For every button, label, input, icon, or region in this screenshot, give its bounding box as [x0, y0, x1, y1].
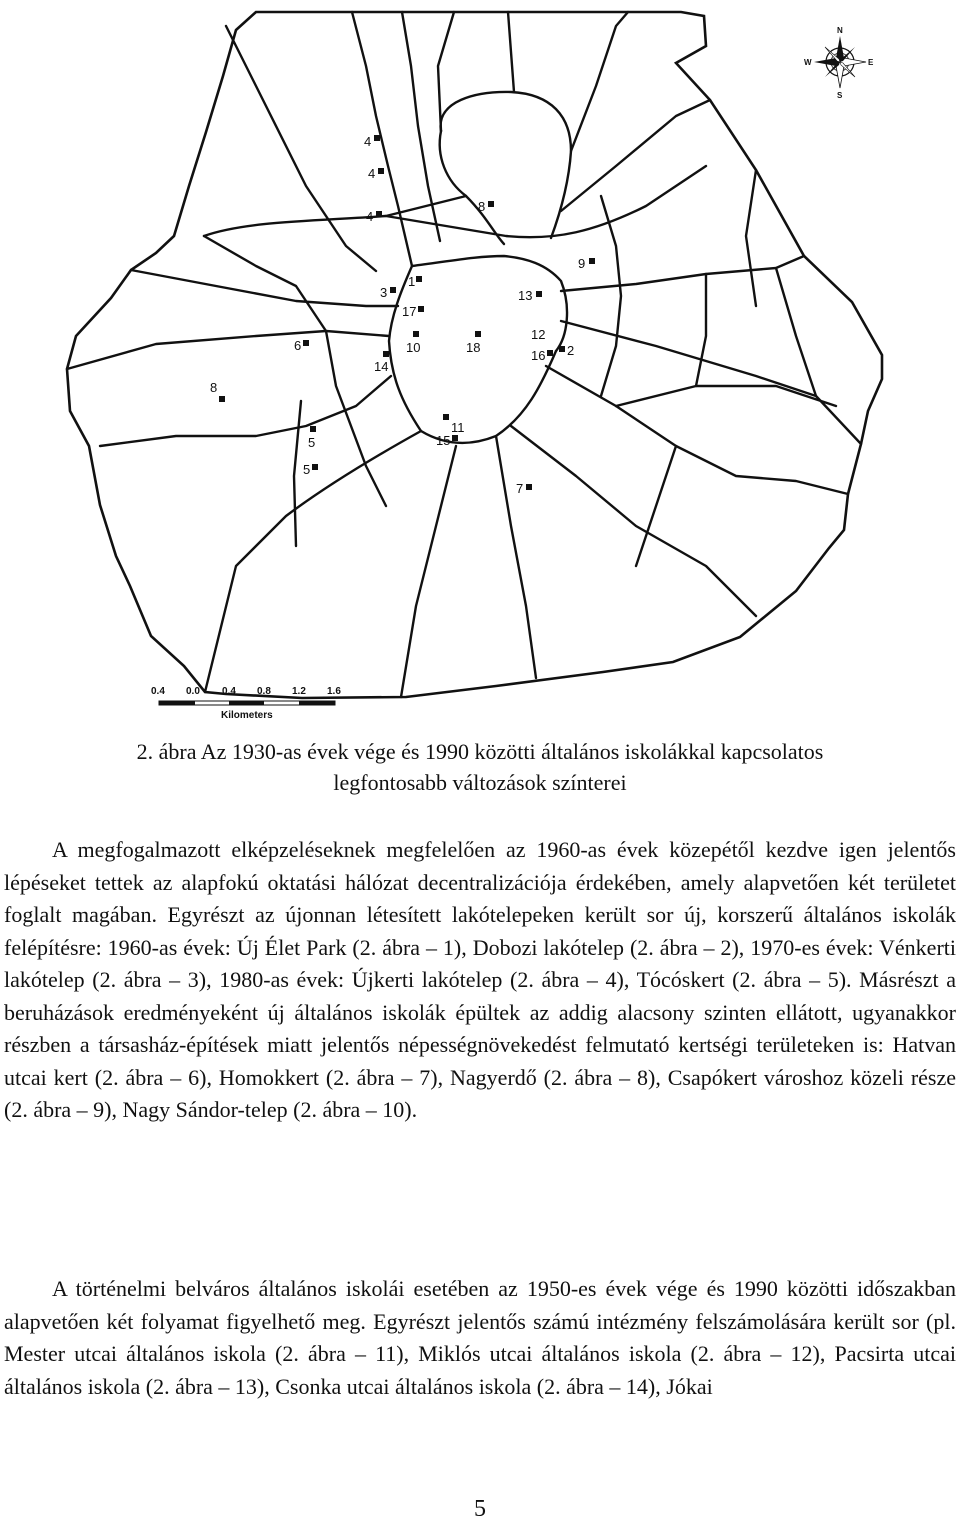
- road: [746, 170, 756, 306]
- marker-label: 8: [210, 380, 218, 395]
- caption-line-2: legfontosabb változások színterei: [333, 770, 627, 795]
- body-paragraph-2: A történelmi belváros általános iskolái esetében az 1950-es évek vége és 1990 közötti időszakban alapvetően két folyamat figyelhető meg. Egyrészt jelentős számú intézmény felszámolására került sor (pl. Mester utcai általános iskola (2. ábra – 11), Miklós utcai általános iskola (2. ábra – 12), Pacsirta utcai általános iskola (2. ábra – 13), Csonka utcai általános iskola (2. ábra – 14), Jókai: [4, 1276, 956, 1399]
- road: [226, 26, 376, 271]
- marker-5-a: [308, 426, 316, 450]
- marker-8: [478, 199, 494, 214]
- road: [100, 376, 391, 446]
- road: [294, 401, 301, 546]
- marker-4-a: [364, 134, 380, 149]
- map-boundary: [67, 12, 882, 698]
- road: [352, 12, 412, 266]
- marker-label: 13: [518, 288, 533, 303]
- marker-4-b: [368, 166, 384, 181]
- compass-n-label: N: [837, 26, 843, 35]
- scale-tick-label: 0.4: [151, 686, 165, 697]
- marker-label: 4: [366, 209, 374, 224]
- marker-1: [408, 274, 422, 289]
- road: [561, 256, 804, 291]
- marker-label: 14: [374, 359, 389, 374]
- scale-tick-label: 1.6: [327, 686, 341, 697]
- marker-label: 7: [516, 481, 524, 496]
- marker-label: 4: [368, 166, 376, 181]
- road-network: [67, 12, 861, 697]
- caption-line-1: 2. ábra Az 1930-as évek vége és 1990 közötti általános iskolákkal kapcsolatos: [136, 739, 824, 764]
- figure-caption: [40, 736, 920, 798]
- marker-2: [559, 343, 574, 358]
- compass-rose-icon: [804, 26, 874, 100]
- road: [386, 166, 706, 237]
- road: [205, 431, 421, 692]
- road: [601, 196, 621, 396]
- marker-label: 3: [380, 285, 388, 300]
- road: [696, 274, 706, 386]
- road: [131, 270, 398, 306]
- road: [636, 446, 676, 566]
- marker-9: [578, 256, 595, 271]
- scale-tick-label: 0.8: [257, 686, 271, 697]
- page-number: 5: [474, 1496, 486, 1522]
- body-paragraph-1: A megfogalmazott elképzeléseknek megfelelően az 1960-as évek közepétől kezdve igen jelentős lépéseket tettek az alapfokú oktatási hálózat decentralizációja érdekében, amely alapvetően két területet foglalt magában. Egyrészt az újonnan létesített lakótelepeken került sor új, korszerű általános iskolák felépítésre: 1960-as évek: Új Élet Park (2. ábra – 1), Dobozi lakótelep (2. ábra – 2), 1970-es évek: Vénkerti lakótelep (2. ábra – 3), 1980-as évek: Újkerti lakótelep (2. ábra – 4), Tócóskert (2. ábra – 5). Másrészt a beruházások eredményeként új általános iskolák épültek az addig alacsony szinten ellátott, ugyanakkor részben a társasház-építések miatt jelentős népességnövekedést felmutató kertségi területeken is: Hatvan utcai kert (2. ábra – 6), Homokkert (2. ábra – 7), Nagyerdő (2. ábra – 8), Csapókert városhoz közeli része (2. ábra – 9), Nagy Sándor-telep (2. ábra – 10).: [4, 837, 956, 1122]
- road: [511, 426, 756, 616]
- scale-tick-label: 0.0: [186, 686, 200, 697]
- marker-label: 5: [308, 435, 316, 450]
- marker-label: 5: [303, 462, 311, 477]
- road: [496, 436, 536, 678]
- marker-label: 18: [466, 340, 481, 355]
- marker-6: [294, 338, 309, 353]
- scale-tick-label: 0.4: [222, 686, 236, 697]
- road: [421, 351, 556, 443]
- compass-w-label: W: [804, 58, 812, 67]
- road: [571, 12, 628, 151]
- marker-16: [436, 433, 458, 448]
- marker-label: 8: [478, 199, 486, 214]
- marker-label: 11: [451, 420, 465, 435]
- road: [776, 268, 816, 396]
- marker-7: [516, 481, 532, 496]
- map-svg: [56, 6, 892, 724]
- marker-label: 10: [406, 340, 421, 355]
- marker-label: 17: [402, 304, 417, 319]
- compass-e-label: E: [868, 58, 874, 67]
- marker-19: [466, 331, 481, 355]
- road: [401, 446, 456, 697]
- marker-10: [210, 380, 225, 402]
- road: [441, 92, 571, 238]
- marker-label: 2: [567, 343, 575, 358]
- road: [67, 331, 389, 369]
- marker-15: [374, 351, 389, 374]
- marker-13: [531, 327, 545, 342]
- road: [438, 12, 454, 131]
- marker-17: [531, 348, 553, 363]
- marker-5-b: [303, 462, 318, 477]
- marker-18: [402, 304, 424, 319]
- marker-11: [406, 331, 420, 355]
- scale-bar: [151, 686, 341, 721]
- city-map-figure: [56, 6, 892, 724]
- scale-tick-label: 1.2: [292, 686, 306, 697]
- marker-label: 12: [531, 327, 546, 342]
- marker-label: 15: [436, 433, 451, 448]
- marker-label: 16: [531, 348, 546, 363]
- marker-label: 1: [408, 274, 416, 289]
- compass-s-label: S: [837, 91, 843, 100]
- road: [508, 12, 514, 92]
- marker-label: 6: [294, 338, 302, 353]
- marker-12: [443, 414, 465, 435]
- marker-label: 4: [364, 134, 372, 149]
- marker-3: [380, 285, 396, 300]
- marker-label: 9: [578, 256, 586, 271]
- road: [616, 386, 836, 406]
- marker-14: [518, 288, 542, 303]
- scale-unit-label: Kilometers: [221, 710, 273, 721]
